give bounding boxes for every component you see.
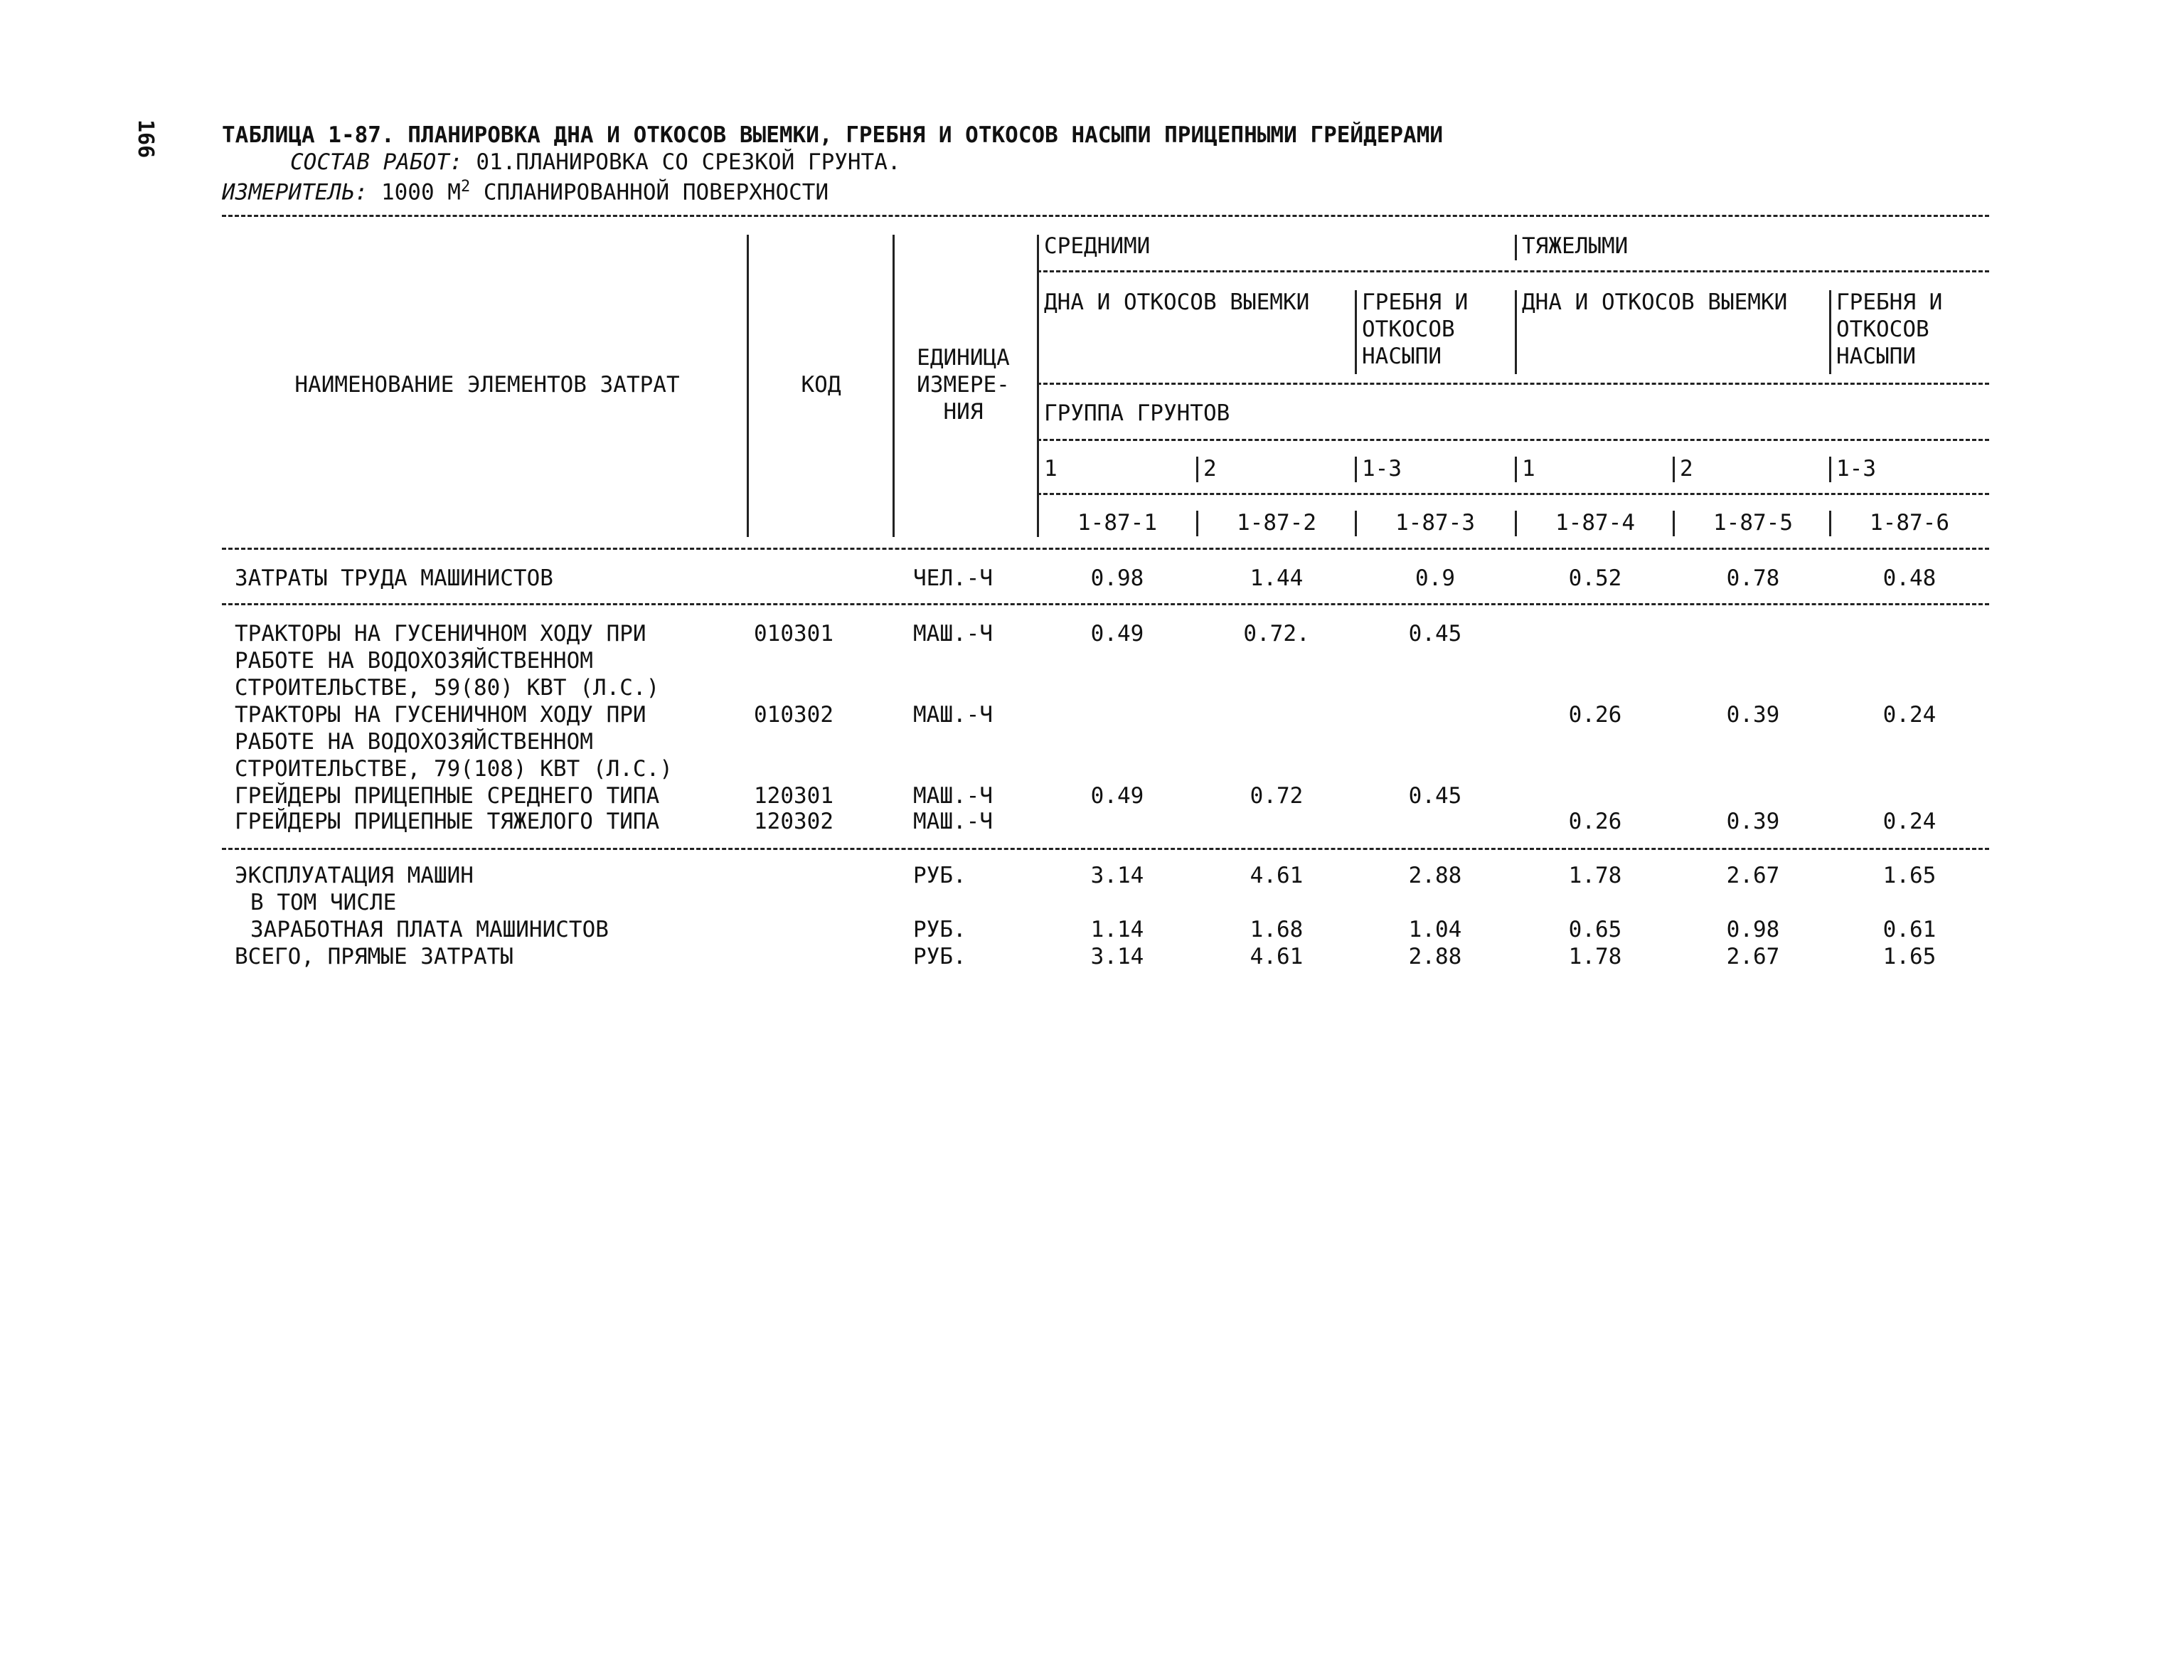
measure-text-a: 1000 М xyxy=(380,179,461,206)
vline-name-code xyxy=(747,235,749,537)
group-3: 1-3 xyxy=(1362,456,1402,482)
row-labor-v2: 1.44 xyxy=(1250,565,1304,591)
header-unit-3: НИЯ xyxy=(943,399,984,425)
header-name: НАИМЕНОВАНИЕ ЭЛЕМЕНТОВ ЗАТРАТ xyxy=(294,372,680,398)
row-operation-v3: 2.88 xyxy=(1408,863,1462,888)
vline-group-5 xyxy=(1673,457,1675,482)
row-incl-name: В ТОМ ЧИСЛЕ xyxy=(250,890,397,915)
rule-top xyxy=(222,215,1989,217)
rule-header-bottom xyxy=(222,548,1989,550)
header-heavy-crest-2: ОТКОСОВ xyxy=(1836,317,1929,342)
row-operation-v5: 2.67 xyxy=(1726,863,1780,888)
vline-code-4 xyxy=(1515,511,1517,536)
row-tractor59-v3: 0.45 xyxy=(1408,621,1462,647)
row-grader-heavy-code: 120302 xyxy=(754,809,833,834)
row-tractor79-v4: 0.26 xyxy=(1568,702,1622,728)
group-2: 2 xyxy=(1203,456,1217,482)
col-code-4: 1-87-4 xyxy=(1555,510,1635,536)
row-tractor59-v1: 0.49 xyxy=(1090,621,1144,647)
row-wages-v2: 1.68 xyxy=(1250,917,1304,942)
vline-unit-values xyxy=(1037,235,1039,537)
row-total-v6: 1.65 xyxy=(1882,944,1937,969)
header-unit-2: ИЗМЕРЕ- xyxy=(917,372,1010,398)
group-5: 2 xyxy=(1680,456,1693,482)
vline-code-3 xyxy=(1355,511,1357,536)
row-grader-heavy-v5: 0.39 xyxy=(1726,809,1780,834)
row-operation-name: ЭКСПЛУАТАЦИЯ МАШИН xyxy=(235,863,474,888)
header-med-crest-2: ОТКОСОВ xyxy=(1362,317,1455,342)
row-wages-v1: 1.14 xyxy=(1090,917,1144,942)
row-wages-v3: 1.04 xyxy=(1408,917,1462,942)
row-wages-unit: РУБ. xyxy=(913,917,966,942)
header-heavy-bottom: ДНА И ОТКОСОВ ВЫЕМКИ xyxy=(1522,289,1788,315)
row-total-v3: 2.88 xyxy=(1408,944,1462,969)
row-grader-med-unit: МАШ.-Ч xyxy=(913,783,993,809)
composition-text: 01.ПЛАНИРОВКА СО СРЕЗКОЙ ГРУНТА. xyxy=(476,149,901,175)
vline-heavy-bottom xyxy=(1515,290,1517,374)
row-wages-v6: 0.61 xyxy=(1882,917,1937,942)
vline-group-3 xyxy=(1355,457,1357,482)
vline-code-2 xyxy=(1196,511,1198,536)
rule-level3 xyxy=(1037,439,1989,441)
header-heavy-crest-3: НАСЫПИ xyxy=(1836,344,1916,369)
row-labor-v5: 0.78 xyxy=(1726,565,1780,591)
row-grader-heavy-v6: 0.24 xyxy=(1882,809,1937,834)
row-grader-med-v1: 0.49 xyxy=(1090,783,1144,809)
row-tractor79-name-1: ТРАКТОРЫ НА ГУСЕНИЧНОМ ХОДУ ПРИ xyxy=(235,702,646,728)
measure-line xyxy=(222,178,829,205)
col-code-3: 1-87-3 xyxy=(1395,510,1475,536)
row-labor-name: ЗАТРАТЫ ТРУДА МАШИНИСТОВ xyxy=(235,565,553,591)
header-med-bottom: ДНА И ОТКОСОВ ВЫЕМКИ xyxy=(1044,289,1310,315)
page-number: 166 xyxy=(133,119,158,159)
row-grader-med-code: 120301 xyxy=(754,783,833,809)
vline-group-6 xyxy=(1829,457,1831,482)
group-4: 1 xyxy=(1522,456,1535,482)
row-tractor79-code: 010302 xyxy=(754,702,833,728)
row-tractor79-v6: 0.24 xyxy=(1882,702,1937,728)
row-tractor59-name-3: СТРОИТЕЛЬСТВЕ, 59(80) КВТ (Л.С.) xyxy=(235,675,660,701)
vline-group-4 xyxy=(1515,457,1517,482)
row-grader-med-v2: 0.72 xyxy=(1250,783,1304,809)
rule-level4 xyxy=(1037,493,1989,495)
row-tractor59-v2: 0.72. xyxy=(1243,621,1310,647)
rule-level1 xyxy=(1037,270,1989,272)
row-total-v4: 1.78 xyxy=(1568,944,1622,969)
measure-label: ИЗМЕРИТЕЛЬ: xyxy=(222,179,368,206)
header-unit-1: ЕДИНИЦА xyxy=(917,345,1010,371)
group-6: 1-3 xyxy=(1836,456,1876,482)
row-operation-unit: РУБ. xyxy=(913,863,966,888)
row-grader-heavy-name: ГРЕЙДЕРЫ ПРИЦЕПНЫЕ ТЯЖЕЛОГО ТИПА xyxy=(235,809,660,834)
row-total-unit: РУБ. xyxy=(913,944,966,969)
row-labor-v4: 0.52 xyxy=(1568,565,1622,591)
header-heavy-crest-1: ГРЕБНЯ И xyxy=(1836,289,1943,315)
row-tractor59-code: 010301 xyxy=(754,621,833,647)
header-heavy: ТЯЖЕЛЫМИ xyxy=(1522,233,1629,259)
row-labor-v1: 0.98 xyxy=(1090,565,1144,591)
measure-text-b: СПЛАНИРОВАННОЙ ПОВЕРХНОСТИ xyxy=(470,179,829,206)
col-code-6: 1-87-6 xyxy=(1870,510,1949,536)
row-grader-med-v3: 0.45 xyxy=(1408,783,1462,809)
row-tractor79-name-3: СТРОИТЕЛЬСТВЕ, 79(108) КВТ (Л.С.) xyxy=(235,756,673,782)
composition-line xyxy=(290,149,901,175)
row-grader-heavy-v4: 0.26 xyxy=(1568,809,1622,834)
row-total-v1: 3.14 xyxy=(1090,944,1144,969)
vline-code-5 xyxy=(1673,511,1675,536)
table-title: ТАБЛИЦА 1-87. ПЛАНИРОВКА ДНА И ОТКОСОВ ВЫЕМКИ, ГРЕБНЯ И ОТКОСОВ НАСЫПИ ПРИЦЕПНЫМИ ГРЕЙДЕРАМИ xyxy=(222,122,1444,148)
row-operation-v6: 1.65 xyxy=(1882,863,1937,888)
rule-after-labor xyxy=(222,603,1989,605)
vline-med-crest xyxy=(1355,290,1357,374)
header-code: КОД xyxy=(801,372,841,398)
vline-heavy-crest xyxy=(1829,290,1831,374)
measure-superscript: 2 xyxy=(460,178,471,196)
header-soil-group: ГРУППА ГРУНТОВ xyxy=(1044,400,1230,426)
vline-group-2 xyxy=(1196,457,1198,482)
row-operation-v4: 1.78 xyxy=(1568,863,1622,888)
row-total-v2: 4.61 xyxy=(1250,944,1304,969)
group-1: 1 xyxy=(1044,456,1058,482)
row-labor-v6: 0.48 xyxy=(1882,565,1937,591)
row-grader-heavy-unit: МАШ.-Ч xyxy=(913,809,993,834)
header-med-crest-1: ГРЕБНЯ И xyxy=(1362,289,1469,315)
header-medium: СРЕДНИМИ xyxy=(1044,233,1151,259)
vline-code-unit xyxy=(893,235,895,537)
row-wages-v4: 0.65 xyxy=(1568,917,1622,942)
row-total-v5: 2.67 xyxy=(1726,944,1780,969)
row-tractor79-unit: МАШ.-Ч xyxy=(913,702,993,728)
row-wages-name: ЗАРАБОТНАЯ ПЛАТА МАШИНИСТОВ xyxy=(250,917,609,942)
col-code-5: 1-87-5 xyxy=(1713,510,1793,536)
rule-after-machines xyxy=(222,848,1989,850)
rule-level2 xyxy=(1037,383,1989,385)
row-operation-v2: 4.61 xyxy=(1250,863,1304,888)
row-total-name: ВСЕГО, ПРЯМЫЕ ЗАТРАТЫ xyxy=(235,944,513,969)
row-wages-v5: 0.98 xyxy=(1726,917,1780,942)
col-code-2: 1-87-2 xyxy=(1237,510,1316,536)
row-operation-v1: 3.14 xyxy=(1090,863,1144,888)
row-tractor79-name-2: РАБОТЕ НА ВОДОХОЗЯЙСТВЕННОМ xyxy=(235,729,593,755)
row-grader-med-name: ГРЕЙДЕРЫ ПРИЦЕПНЫЕ СРЕДНЕГО ТИПА xyxy=(235,783,660,809)
row-labor-unit: ЧЕЛ.-Ч xyxy=(913,565,993,591)
composition-label: СОСТАВ РАБОТ: xyxy=(290,149,463,175)
header-med-crest-3: НАСЫПИ xyxy=(1362,344,1442,369)
row-tractor79-v5: 0.39 xyxy=(1726,702,1780,728)
row-tractor59-name-1: ТРАКТОРЫ НА ГУСЕНИЧНОМ ХОДУ ПРИ xyxy=(235,621,646,647)
row-tractor59-unit: МАШ.-Ч xyxy=(913,621,993,647)
vline-medium-heavy xyxy=(1515,235,1517,260)
row-labor-v3: 0.9 xyxy=(1415,565,1455,591)
row-tractor59-name-2: РАБОТЕ НА ВОДОХОЗЯЙСТВЕННОМ xyxy=(235,648,593,674)
col-code-1: 1-87-1 xyxy=(1077,510,1157,536)
